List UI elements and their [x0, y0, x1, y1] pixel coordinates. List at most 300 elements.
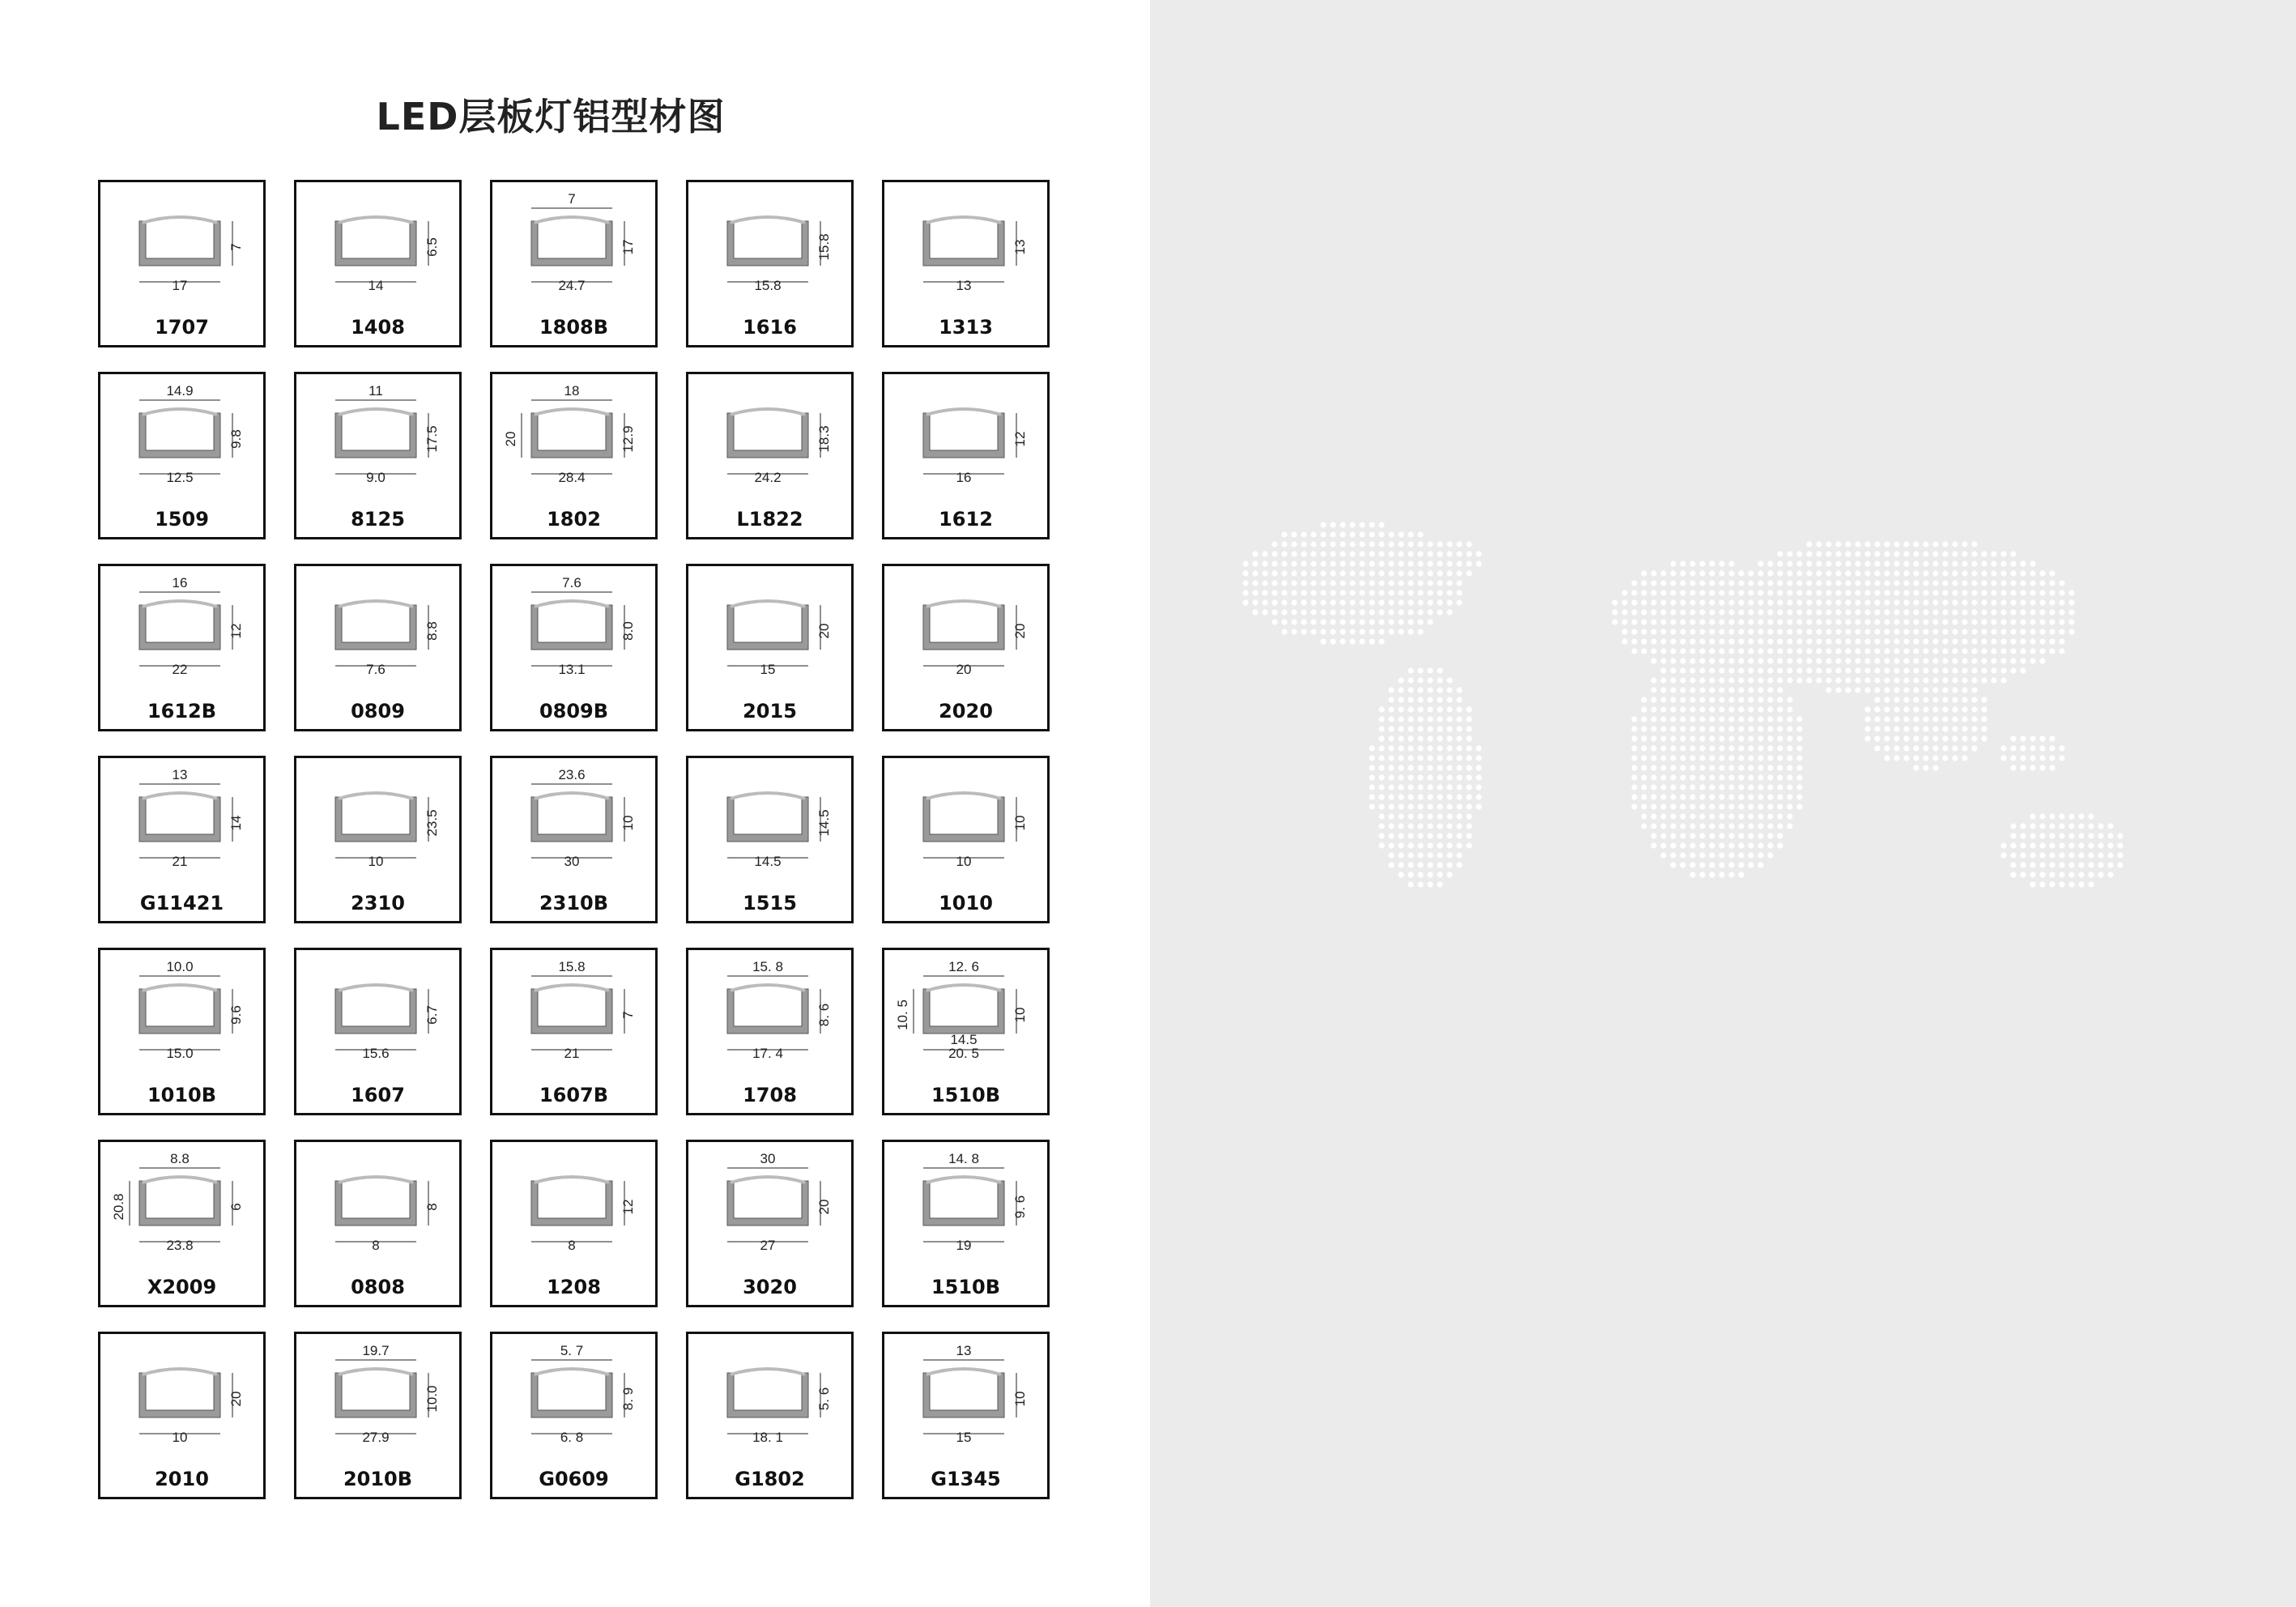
map-dot — [1281, 561, 1287, 566]
map-dot — [1689, 667, 1695, 673]
map-dot — [1913, 706, 1919, 712]
map-dot — [1777, 842, 1783, 848]
map-dot — [1466, 735, 1472, 741]
dimension-label: 12 — [1012, 431, 1028, 447]
map-dot — [1699, 755, 1705, 761]
map-dot — [1262, 599, 1267, 605]
map-dot — [2020, 842, 2026, 848]
map-dot — [1427, 774, 1433, 780]
map-dot — [1952, 677, 1957, 683]
map-dot — [1699, 765, 1705, 770]
map-dot — [1923, 619, 1928, 624]
map-dot — [2020, 599, 2026, 605]
map-dot — [1242, 590, 1248, 595]
map-dot — [1923, 716, 1928, 722]
map-dot — [2107, 823, 2113, 829]
map-dot — [2049, 852, 2055, 858]
map-dot — [1884, 687, 1889, 693]
map-dot — [1408, 823, 1413, 829]
map-dot — [2059, 755, 2064, 761]
map-dot — [2010, 755, 2016, 761]
dimension-label: 20 — [816, 623, 832, 639]
map-dot — [1291, 599, 1297, 605]
map-dot — [1981, 609, 1987, 615]
map-dot — [1806, 541, 1812, 547]
map-dot — [1874, 599, 1880, 605]
map-dot — [1942, 706, 1948, 712]
map-dot — [1427, 677, 1433, 683]
map-dot — [1932, 638, 1938, 644]
map-dot — [1320, 590, 1326, 595]
map-dot — [1398, 804, 1404, 809]
map-dot — [1369, 794, 1374, 799]
map-dot — [2078, 833, 2084, 838]
map-dot — [1757, 833, 1763, 838]
map-dot — [1388, 842, 1394, 848]
map-dot — [1845, 580, 1851, 586]
map-dot — [1884, 551, 1889, 556]
dimension-label: 6.5 — [424, 237, 440, 257]
map-dot — [1417, 813, 1423, 819]
map-dot — [1359, 609, 1365, 615]
map-dot — [1728, 706, 1734, 712]
map-dot — [1359, 590, 1365, 595]
map-dot — [2098, 842, 2103, 848]
map-dot — [1408, 745, 1413, 751]
map-dot — [1932, 765, 1938, 770]
map-dot — [1651, 755, 1656, 761]
map-dot — [2000, 551, 2006, 556]
map-dot — [1796, 735, 1802, 741]
map-dot — [1855, 599, 1860, 605]
map-dot — [1388, 735, 1394, 741]
map-dot — [1398, 599, 1404, 605]
dimension-label: 12.5 — [166, 470, 194, 485]
profile-shape — [727, 413, 808, 458]
map-dot — [1476, 745, 1481, 751]
map-dot — [1359, 629, 1365, 634]
map-dot — [1670, 755, 1676, 761]
map-dot — [2010, 823, 2016, 829]
map-dot — [1631, 716, 1637, 722]
map-dot — [1281, 629, 1287, 634]
map-dot — [1466, 570, 1472, 576]
map-dot — [1651, 804, 1656, 809]
map-dot — [2049, 580, 2055, 586]
map-dot — [1738, 852, 1744, 858]
map-dot — [1893, 570, 1899, 576]
map-dot — [1378, 716, 1384, 722]
page-title: LED层板灯铝型材图 — [376, 95, 726, 139]
map-dot — [1641, 570, 1646, 576]
map-dot — [1855, 619, 1860, 624]
map-dot — [1884, 755, 1889, 761]
map-dot — [1864, 726, 1870, 731]
map-dot — [1962, 561, 1967, 566]
map-dot — [1388, 629, 1394, 634]
map-dot — [2020, 765, 2026, 770]
map-dot — [1369, 561, 1374, 566]
map-dot — [1378, 629, 1384, 634]
map-dot — [2020, 570, 2026, 576]
map-dot — [1825, 551, 1831, 556]
map-dot — [1719, 852, 1724, 858]
map-dot — [1709, 804, 1715, 809]
map-dot — [1330, 619, 1335, 624]
map-dot — [1728, 687, 1734, 693]
map-dot — [2068, 823, 2074, 829]
map-dot — [1446, 794, 1452, 799]
map-dot — [1971, 551, 1977, 556]
map-dot — [1670, 570, 1676, 576]
map-dot — [2117, 833, 2123, 838]
map-dot — [1446, 599, 1452, 605]
diffuser-shape — [535, 1177, 609, 1183]
map-dot — [1417, 794, 1423, 799]
map-dot — [1748, 687, 1753, 693]
map-dot — [1738, 590, 1744, 595]
map-dot — [1767, 774, 1773, 780]
map-dot — [1932, 735, 1938, 741]
map-dot — [1359, 570, 1365, 576]
map-dot — [1738, 745, 1744, 751]
map-dot — [1651, 570, 1656, 576]
map-dot — [1757, 735, 1763, 741]
map-dot — [1748, 658, 1753, 663]
map-dot — [1689, 580, 1695, 586]
map-dot — [1932, 590, 1938, 595]
profile-shape — [139, 221, 220, 266]
map-dot — [1932, 551, 1938, 556]
map-dot — [1660, 735, 1666, 741]
map-dot — [1796, 667, 1802, 673]
map-dot — [1971, 706, 1977, 712]
map-dot — [1796, 726, 1802, 731]
map-dot — [1913, 648, 1919, 654]
map-dot — [1806, 638, 1812, 644]
map-dot — [2020, 755, 2026, 761]
map-dot — [1330, 541, 1335, 547]
map-dot — [1738, 862, 1744, 867]
map-dot — [1855, 609, 1860, 615]
map-dot — [1670, 862, 1676, 867]
map-dot — [1767, 833, 1773, 838]
map-dot — [1330, 599, 1335, 605]
map-dot — [2049, 862, 2055, 867]
profile-shape — [531, 1181, 612, 1225]
map-dot — [1427, 813, 1433, 819]
map-dot — [1903, 590, 1909, 595]
map-dot — [1806, 648, 1812, 654]
map-dot — [1456, 580, 1462, 586]
profile-card — [98, 180, 266, 347]
dimension-label: 27.9 — [362, 1430, 390, 1445]
profile-code: 1313 — [939, 316, 993, 339]
map-dot — [1680, 629, 1685, 634]
map-dot — [1884, 599, 1889, 605]
dimension-label: 10 — [620, 815, 636, 831]
map-dot — [1709, 735, 1715, 741]
map-dot — [1991, 599, 1996, 605]
map-dot — [1728, 580, 1734, 586]
map-dot — [1641, 619, 1646, 624]
map-dot — [1816, 561, 1821, 566]
map-dot — [1855, 648, 1860, 654]
map-dot — [2039, 862, 2045, 867]
map-dot — [1893, 638, 1899, 644]
dimension-label: 9.0 — [366, 470, 386, 485]
map-dot — [1962, 648, 1967, 654]
map-dot — [1388, 794, 1394, 799]
map-dot — [1884, 677, 1889, 683]
map-dot — [1437, 716, 1442, 722]
map-dot — [2000, 561, 2006, 566]
map-dot — [1893, 580, 1899, 586]
map-dot — [1991, 658, 1996, 663]
map-dot — [1651, 599, 1656, 605]
map-dot — [1262, 561, 1267, 566]
profile-code: 1509 — [155, 508, 209, 531]
map-dot — [2010, 570, 2016, 576]
map-dot — [1660, 638, 1666, 644]
map-dot — [1923, 726, 1928, 731]
map-dot — [1359, 599, 1365, 605]
map-dot — [1310, 541, 1316, 547]
map-dot — [1884, 716, 1889, 722]
map-dot — [1427, 745, 1433, 751]
map-dot — [1738, 842, 1744, 848]
map-dot — [2049, 570, 2055, 576]
diffuser-shape — [339, 601, 413, 607]
map-dot — [1757, 765, 1763, 770]
map-dot — [1272, 609, 1277, 615]
profile-code: 1010 — [939, 892, 993, 914]
map-dot — [1903, 735, 1909, 741]
map-dot — [1709, 561, 1715, 566]
map-dot — [2010, 667, 2016, 673]
map-dot — [1787, 609, 1792, 615]
diffuser-shape — [535, 217, 609, 223]
map-dot — [1427, 570, 1433, 576]
map-dot — [1437, 726, 1442, 731]
dimension-label: 14.5 — [754, 854, 782, 869]
map-dot — [1408, 629, 1413, 634]
profile-shape — [923, 797, 1004, 842]
map-dot — [1816, 667, 1821, 673]
map-dot — [1845, 648, 1851, 654]
map-dot — [1456, 813, 1462, 819]
dimension-label: 12.9 — [620, 425, 636, 453]
dimension-label: 14. 8 — [948, 1151, 979, 1166]
map-dot — [1748, 580, 1753, 586]
map-dot — [1670, 706, 1676, 712]
map-dot — [1777, 823, 1783, 829]
map-dot — [1903, 755, 1909, 761]
dimension-label: 15 — [760, 662, 776, 677]
map-dot — [1816, 590, 1821, 595]
map-dot — [1893, 706, 1899, 712]
map-dot — [1709, 755, 1715, 761]
map-dot — [1874, 619, 1880, 624]
profile-code: 2010B — [343, 1468, 413, 1490]
profile-shape — [531, 605, 612, 650]
map-dot — [1689, 570, 1695, 576]
map-dot — [1913, 609, 1919, 615]
map-dot — [1981, 677, 1987, 683]
map-dot — [1680, 745, 1685, 751]
map-dot — [1476, 784, 1481, 790]
dimension-label: 24.2 — [754, 470, 782, 485]
profile-shape — [335, 221, 416, 266]
map-dot — [2078, 813, 2084, 819]
map-dot — [1437, 570, 1442, 576]
map-dot — [1942, 667, 1948, 673]
map-dot — [1796, 648, 1802, 654]
dimension-label: 10. 5 — [895, 1000, 910, 1030]
map-dot — [1777, 794, 1783, 799]
map-dot — [1884, 570, 1889, 576]
map-dot — [1923, 570, 1928, 576]
map-dot — [1923, 667, 1928, 673]
map-dot — [1942, 590, 1948, 595]
map-dot — [1845, 541, 1851, 547]
map-dot — [1738, 726, 1744, 731]
profile-shape — [531, 221, 612, 266]
profile-card — [882, 1332, 1050, 1499]
profile-drawing — [107, 189, 257, 310]
map-dot — [1738, 609, 1744, 615]
map-dot — [1787, 658, 1792, 663]
map-dot — [1446, 561, 1452, 566]
map-dot — [1660, 852, 1666, 858]
map-dot — [1291, 551, 1297, 556]
map-dot — [1670, 774, 1676, 780]
map-dot — [1670, 852, 1676, 858]
map-dot — [1660, 677, 1666, 683]
map-dot — [2059, 833, 2064, 838]
dimension-label: 23.5 — [424, 809, 440, 837]
map-dot — [1845, 677, 1851, 683]
map-dot — [2088, 881, 2094, 887]
map-dot — [2020, 629, 2026, 634]
map-dot — [1738, 599, 1744, 605]
map-dot — [2030, 619, 2035, 624]
map-dot — [1476, 755, 1481, 761]
map-dot — [1680, 852, 1685, 858]
map-dot — [1660, 726, 1666, 731]
map-dot — [1777, 813, 1783, 819]
map-dot — [1777, 570, 1783, 576]
map-dot — [1709, 658, 1715, 663]
map-dot — [2049, 823, 2055, 829]
map-dot — [1971, 570, 1977, 576]
profile-card — [294, 1140, 462, 1307]
map-dot — [1806, 561, 1812, 566]
map-dot — [2030, 833, 2035, 838]
map-dot — [1456, 570, 1462, 576]
profile-drawing — [891, 573, 1041, 694]
map-dot — [1641, 794, 1646, 799]
profile-card — [98, 564, 266, 731]
map-dot — [1952, 726, 1957, 731]
profile-code: 0808 — [351, 1276, 405, 1298]
map-dot — [1767, 667, 1773, 673]
map-dot — [1738, 619, 1744, 624]
map-dot — [1417, 667, 1423, 673]
map-dot — [1757, 667, 1763, 673]
map-dot — [1408, 813, 1413, 819]
map-dot — [2020, 658, 2026, 663]
profile-drawing — [303, 1149, 453, 1270]
map-dot — [1757, 755, 1763, 761]
profile-shape — [335, 413, 416, 458]
map-dot — [1738, 687, 1744, 693]
map-dot — [1408, 862, 1413, 867]
map-dot — [1699, 774, 1705, 780]
map-dot — [1330, 580, 1335, 586]
map-dot — [1777, 551, 1783, 556]
map-dot — [1388, 570, 1394, 576]
map-dot — [1962, 551, 1967, 556]
map-dot — [1738, 667, 1744, 673]
map-dot — [1932, 726, 1938, 731]
map-dot — [1806, 580, 1812, 586]
map-dot — [1903, 570, 1909, 576]
map-dot — [1855, 629, 1860, 634]
map-dot — [1709, 629, 1715, 634]
dimension-label: 7.6 — [366, 662, 386, 677]
map-dot — [2049, 638, 2055, 644]
map-dot — [1787, 813, 1792, 819]
profile-card — [490, 1140, 658, 1307]
map-dot — [1757, 570, 1763, 576]
map-dot — [1757, 862, 1763, 867]
dimension-label: 12 — [228, 623, 244, 639]
map-dot — [1748, 609, 1753, 615]
map-dot — [1874, 648, 1880, 654]
dimension-label: 5. 7 — [560, 1343, 584, 1358]
map-dot — [1923, 658, 1928, 663]
map-dot — [1408, 570, 1413, 576]
map-dot — [1456, 697, 1462, 702]
map-dot — [1942, 745, 1948, 751]
map-dot — [1272, 541, 1277, 547]
map-dot — [1456, 852, 1462, 858]
map-dot — [1670, 833, 1676, 838]
map-dot — [2049, 755, 2055, 761]
map-dot — [1689, 735, 1695, 741]
map-dot — [1719, 561, 1724, 566]
map-dot — [2039, 813, 2045, 819]
map-dot — [1670, 609, 1676, 615]
dimension-label: 10 — [172, 1430, 188, 1445]
map-dot — [1476, 794, 1481, 799]
map-dot — [1252, 570, 1258, 576]
map-dot — [1709, 609, 1715, 615]
map-dot — [1728, 561, 1734, 566]
map-dot — [1932, 755, 1938, 761]
map-dot — [1398, 784, 1404, 790]
map-dot — [1378, 522, 1384, 527]
map-dot — [1981, 658, 1987, 663]
diffuser-shape — [535, 1369, 609, 1375]
map-dot — [1874, 667, 1880, 673]
map-dot — [1301, 551, 1306, 556]
map-dot — [1874, 735, 1880, 741]
map-dot — [1864, 541, 1870, 547]
map-dot — [1680, 658, 1685, 663]
map-dot — [1923, 745, 1928, 751]
